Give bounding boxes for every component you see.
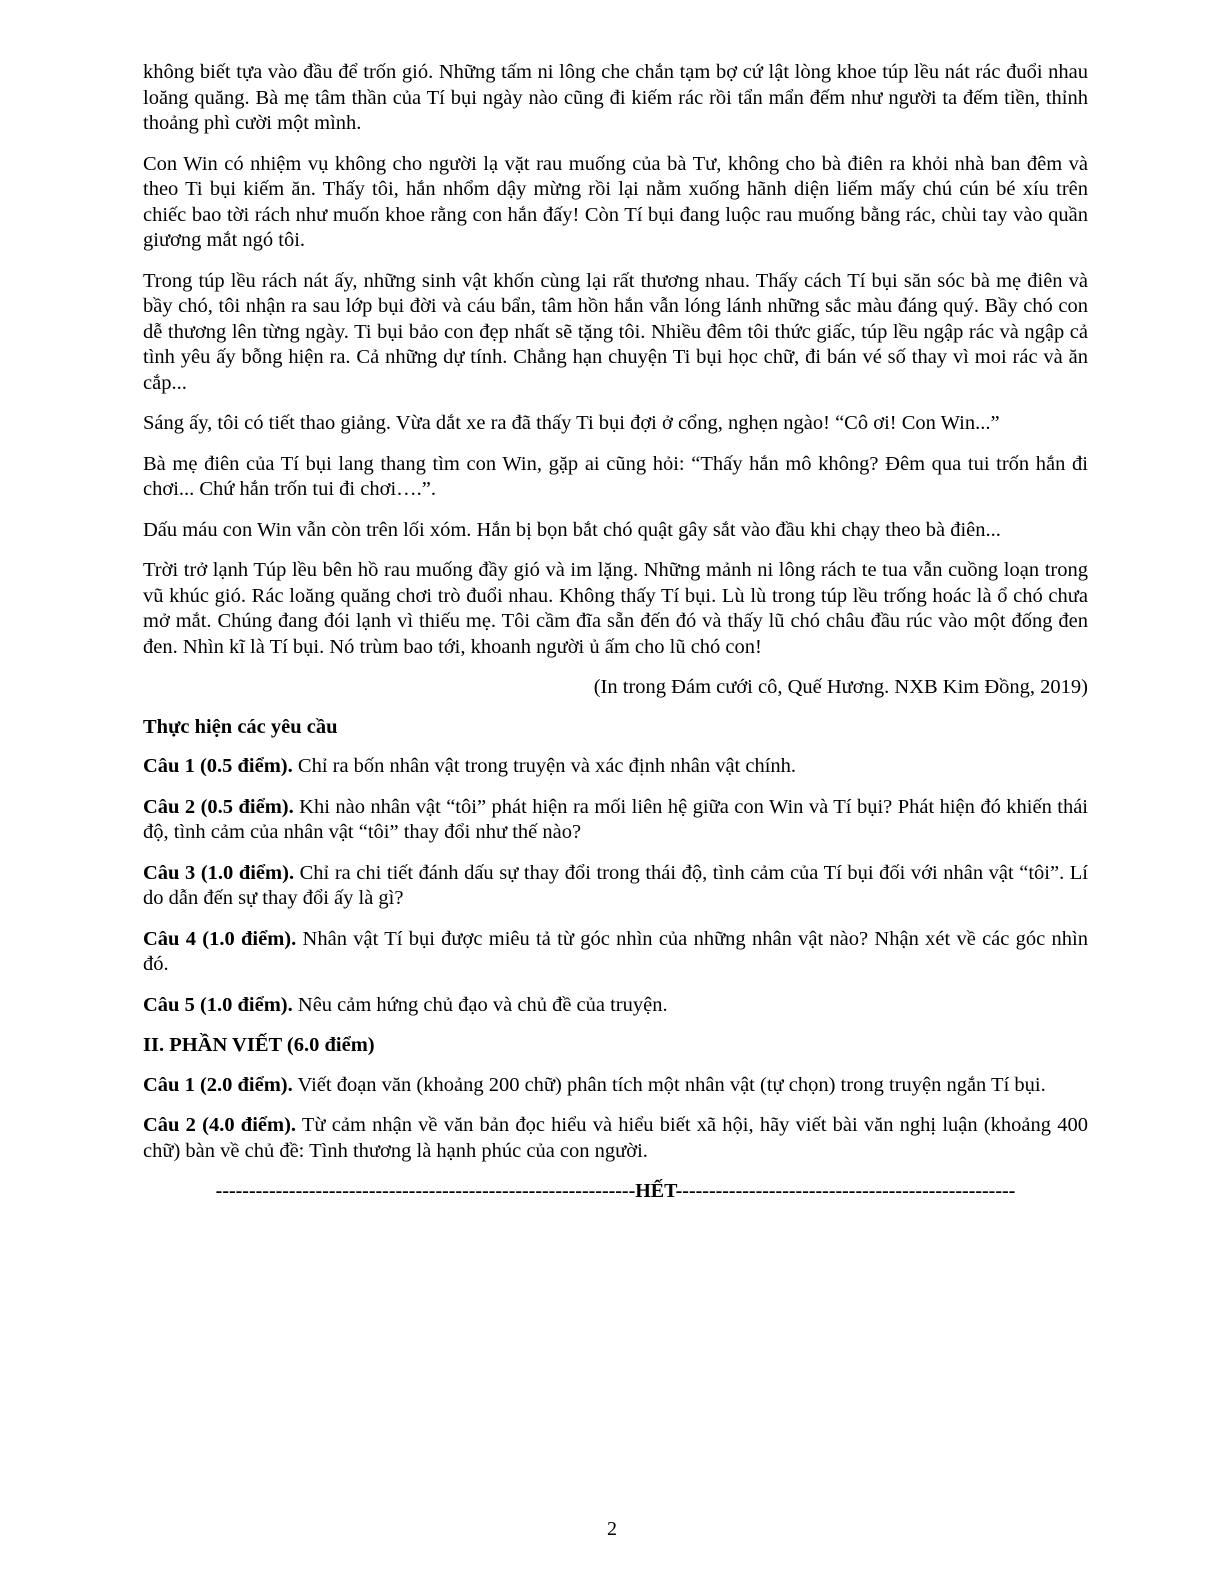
question-item	[143, 1073, 1088, 1099]
story-paragraph: Trong túp lều rách nát ấy, những sinh vật khốn cùng lại rất thương nhau. Thấy cách Tí bụi săn sóc bà mẹ điên và bầy chó, tôi nhận ra sau lớp bụi đời và cáu bẩn, tâm hồn hắn vẫn lóng lánh những sắc màu đáng quý. Bầy chó con dễ thương lên từng ngày. Ti bụi bảo con đẹp nhất sẽ tặng tôi. Nhiều đêm tôi thức giấc, túp lều ngập rác và ngập cả tình yêu ấy bỗng hiện ra. Cả những dự tính. Chẳng hạn chuyện Ti bụi học chữ, đi bán vé số thay vì moi rác và ăn cắp...	[143, 269, 1088, 394]
story-paragraph: Trời trở lạnh Túp lều bên hồ rau muống đầy gió và im lặng. Những mảnh ni lông rách te tua vẫn cuồng loạn trong vũ khúc gió. Rác loăng quăng chơi trò đuổi nhau. Không thấy Tí bụi. Lù lù trong túp lều trống hoác là ổ chó chưa mở mắt. Chúng đang đói lạnh vì thiếu mẹ. Tôi cầm đĩa sẵn đến đó và thấy lũ chó châu đầu rúc vào một đống đen đen. Nhìn kĩ là Tí bụi. Nó trùm bao tới, khoanh người ủ ấm cho lũ chó con!	[143, 559, 1088, 658]
question-text: Chỉ ra bốn nhân vật trong truyện và xác định nhân vật chính.	[292, 755, 797, 777]
story-paragraph: không biết tựa vào đầu để trốn gió. Những tấm ni lông che chắn tạm bợ cứ lật lòng khoe túp lều nát rác đuổi nhau loăng quăng. Bà mẹ tâm thần của Tí bụi ngày nào cũng đi kiếm rác rồi tẩn mẩn đếm như người ta đếm tiền, thỉnh thoảng phì cười một mình.	[143, 61, 1088, 134]
writing-heading: II. PHẦN VIẾT (6.0 điểm)	[143, 1034, 375, 1056]
question-text: Từ cảm nhận về văn bản đọc hiểu và hiểu biết xã hội, hãy viết bài văn nghị luận (khoảng 400 chữ) bàn về chủ đề: Tình thương là hạnh phúc của con người.	[143, 1114, 1088, 1162]
page-number: 2	[607, 1518, 617, 1540]
question-item	[143, 1113, 1088, 1164]
question-text: Khi nào nhân vật “tôi” phát hiện ra mối liên hệ giữa con Win và Tí bụi? Phát hiện đó khiến thái độ, tình cảm của nhân vật “tôi” thay đổi như thế nào?	[143, 795, 1088, 843]
document-page	[143, 60, 1088, 1205]
story-paragraph: Bà mẹ điên của Tí bụi lang thang tìm con Win, gặp ai cũng hỏi: “Thấy hắn mô không? Đêm qua tui trốn hắn đi chơi... Chứ hắn trốn tui đi chơi….”.	[143, 452, 1088, 500]
question-label: Câu 5 (1.0 điểm).	[143, 993, 293, 1016]
tasks-heading: Thực hiện các yêu cầu	[143, 715, 338, 738]
story-paragraph: Dấu máu con Win vẫn còn trên lối xóm. Hắn bị bọn bắt chó quật gây sắt vào đầu khi chạy theo bà điên...	[143, 518, 1001, 541]
story-paragraph: Con Win có nhiệm vụ không cho người lạ vặt rau muống của bà Tư, không cho bà điên ra khỏi nhà ban đêm và theo Ti bụi kiếm ăn. Thấy tôi, hắn nhổm dậy mừng rồi lại nằm xuống hãnh diện liếm mấy chú cún bé xíu trên chiếc bao tời rách như muốn khoe rằng con hắn đấy! Còn Tí bụi đang luộc rau muống bằng rác, chùi tay vào quần giương mắt ngó tôi.	[143, 152, 1088, 251]
story-paragraph: Sáng ấy, tôi có tiết thao giảng. Vừa dắt xe ra đã thấy Ti bụi đợi ở cổng, nghẹn ngào! “Cô ơi! Con Win...”	[143, 412, 1000, 434]
question-label: Câu 2 (0.5 điểm).	[143, 795, 294, 818]
question-label: Câu 1 (2.0 điểm).	[143, 1073, 293, 1096]
reading-tasks-section	[143, 715, 1088, 1019]
question-text: Chỉ ra chi tiết đánh dấu sự thay đổi trong thái độ, tình cảm của Tí bụi đối với nhân vật “tôi”. Lí do dẫn đến sự thay đổi ấy là gì?	[143, 861, 1088, 909]
question-text: Viết đoạn văn (khoảng 200 chữ) phân tích một nhân vật (tự chọn) trong truyện ngắn Tí bụi.	[292, 1073, 1046, 1096]
question-label: Câu 2 (4.0 điểm).	[143, 1114, 297, 1136]
question-item	[143, 795, 1088, 846]
end-marker: ---------------------------------------------------------------HẾT---------------------------------------------------	[215, 1180, 1016, 1202]
question-label: Câu 4 (1.0 điểm).	[143, 927, 297, 950]
question-text: Nêu cảm hứng chủ đạo và chủ đề của truyện.	[292, 993, 668, 1016]
source-citation: (In trong Đám cưới cô, Quế Hương. NXB Kim Đồng, 2019)	[593, 676, 1088, 698]
question-item	[143, 754, 1088, 780]
question-label: Câu 1 (0.5 điểm).	[143, 755, 293, 777]
question-text: Nhân vật Tí bụi được miêu tả từ góc nhìn của những nhân vật nào? Nhận xét về các góc nhìn đó.	[143, 927, 1088, 975]
question-item	[143, 927, 1088, 978]
question-item	[143, 993, 1088, 1019]
question-label: Câu 3 (1.0 điểm).	[143, 861, 295, 884]
question-item	[143, 861, 1088, 912]
story-section	[143, 60, 1088, 701]
writing-section	[143, 1033, 1088, 1164]
